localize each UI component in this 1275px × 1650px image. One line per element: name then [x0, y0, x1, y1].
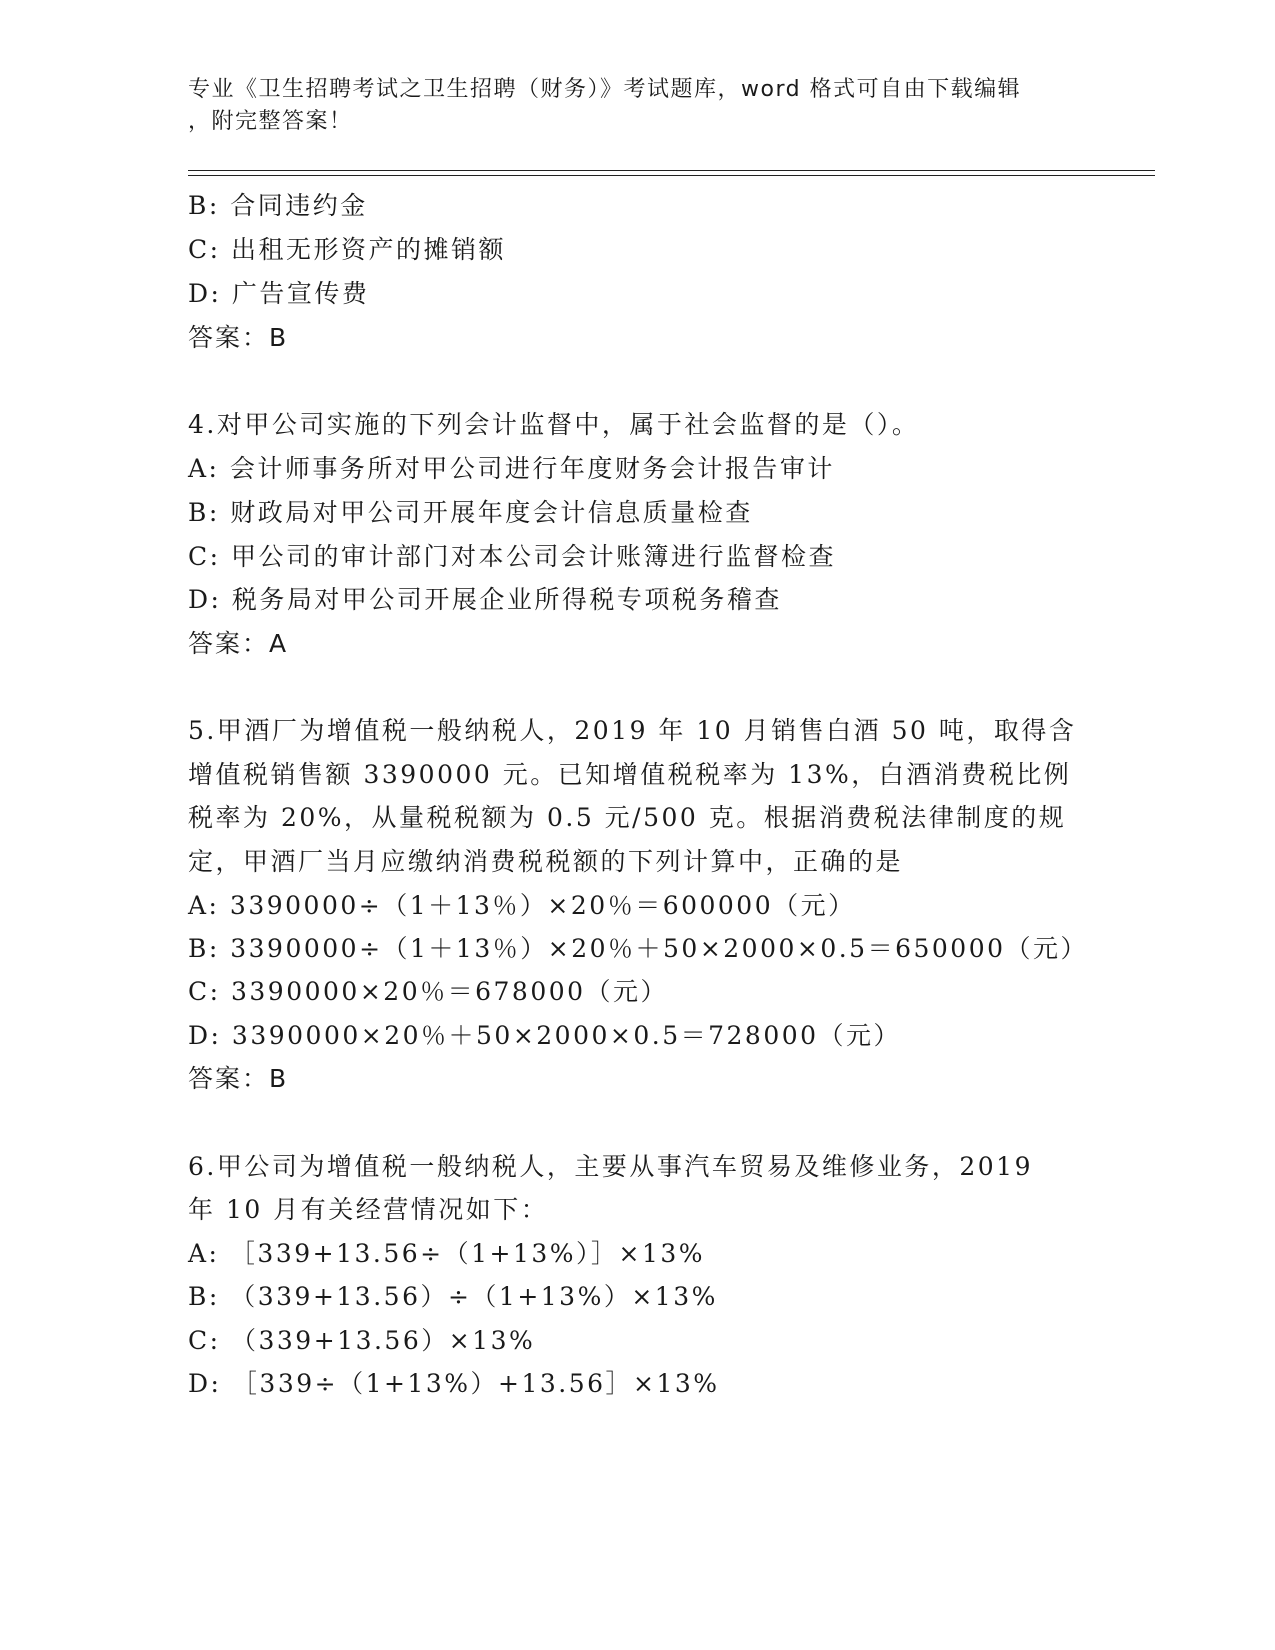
q5-stem-line-2: 增值税销售额 3390000 元。已知增值税税率为 13%，白酒消费税比例	[188, 760, 1072, 789]
q5-option-b: B: 3390000÷（1＋13％）×20％＋50×2000×0.5＝650000（元）	[188, 934, 1089, 963]
header-rule-top	[188, 170, 1155, 171]
q4-option-a: A: 会计师事务所对甲公司进行年度财务会计报告审计	[188, 454, 835, 483]
q3-option-b: B: 合同违约金	[188, 191, 368, 220]
header-rule-bottom	[188, 175, 1155, 176]
q6-option-b: B: （339+13.56）÷（1+13%）×13%	[188, 1282, 718, 1311]
q5-stem-line-3: 税率为 20%，从量税税额为 0.5 元/500 克。根据消费税法律制度的规	[188, 803, 1067, 832]
q6-stem-line-1: 6.甲公司为增值税一般纳税人，主要从事汽车贸易及维修业务，2019	[188, 1152, 1033, 1181]
q4-option-b: B: 财政局对甲公司开展年度会计信息质量检查	[188, 498, 753, 527]
q6-option-c: C: （339+13.56）×13%	[188, 1326, 536, 1355]
q5-stem-line-4: 定，甲酒厂当月应缴纳消费税税额的下列计算中，正确的是	[188, 847, 904, 876]
q5-stem-line-1: 5.甲酒厂为增值税一般纳税人，2019 年 10 月销售白酒 50 吨，取得含	[188, 716, 1077, 745]
q6-option-a: A: ［339+13.56÷（1+13%）］×13%	[188, 1239, 706, 1268]
q4-stem: 4.对甲公司实施的下列会计监督中，属于社会监督的是（）。	[188, 410, 920, 439]
q4-answer: 答案：A	[188, 629, 289, 658]
q4-option-d: D: 税务局对甲公司开展企业所得税专项税务稽查	[188, 585, 782, 614]
q5-option-a: A: 3390000÷（1＋13％）×20％＝600000（元）	[188, 891, 856, 920]
q6-option-d: D: ［339÷（1+13%）+13.56］×13%	[188, 1369, 720, 1398]
q3-answer: 答案：B	[188, 323, 289, 352]
q5-option-d: D: 3390000×20％＋50×2000×0.5＝728000（元）	[188, 1021, 902, 1050]
q3-option-c: C: 出租无形资产的摊销额	[188, 235, 506, 264]
document-header: 专业《卫生招聘考试之卫生招聘（财务）》考试题库，word 格式可自由下载编辑 ，附完整答案！	[188, 77, 1022, 134]
q5-option-c: C: 3390000×20％＝678000（元）	[188, 977, 669, 1006]
q4-option-c: C: 甲公司的审计部门对本公司会计账簿进行监督检查	[188, 542, 837, 571]
q6-stem-line-2: 年 10 月有关经营情况如下：	[188, 1195, 549, 1224]
q3-option-d: D: 广告宣传费	[188, 279, 370, 308]
q5-answer: 答案：B	[188, 1064, 289, 1093]
